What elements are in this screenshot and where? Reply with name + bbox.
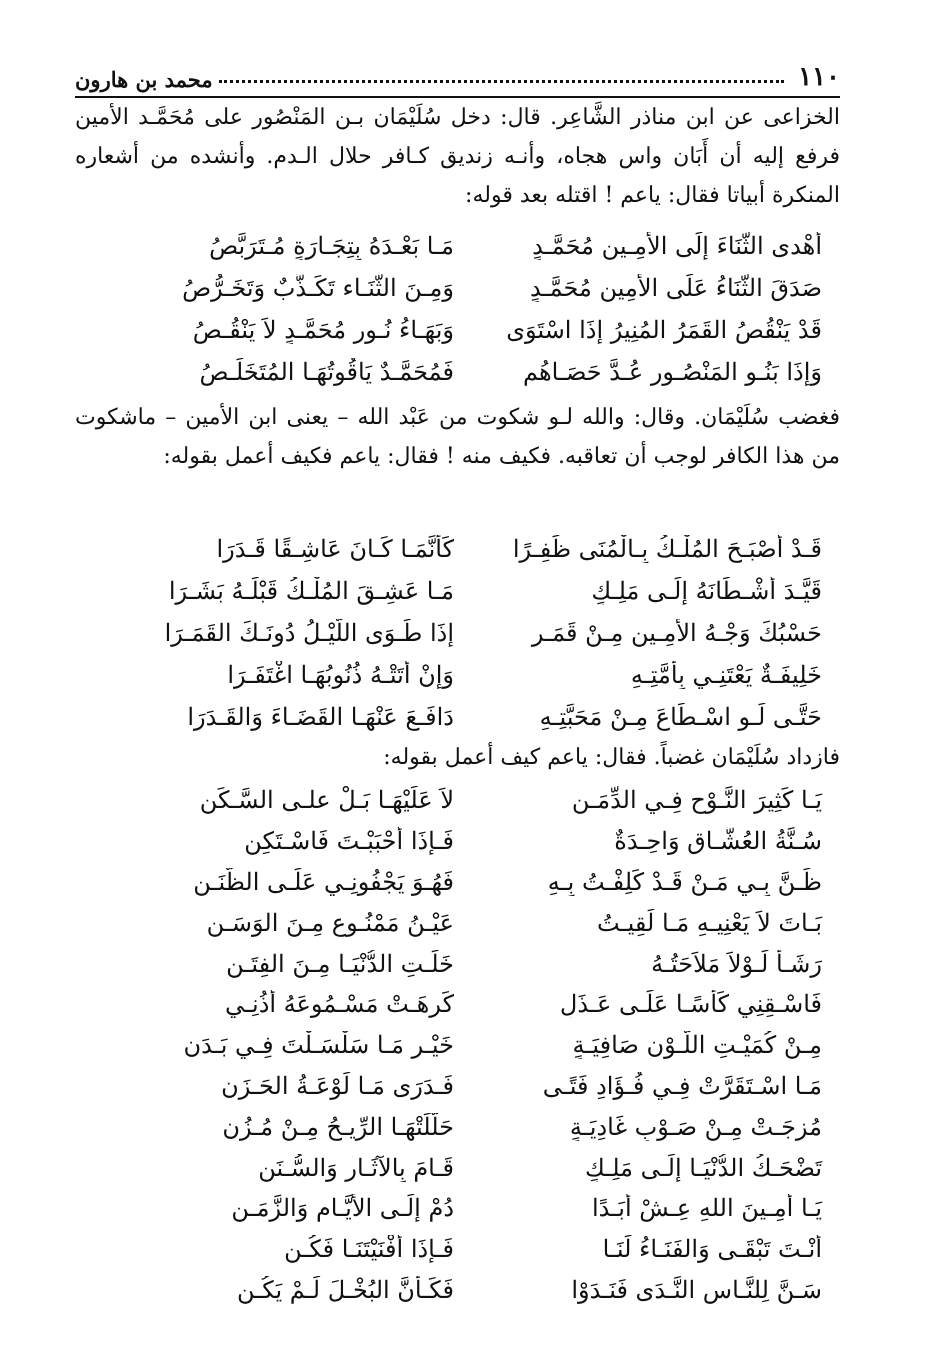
poem-1: [75, 225, 840, 393]
hemistich-first: قَدْ يَنْقُصُ القَمَرُ المُنِيرُ إِذَا اسْتَوَى: [506, 316, 822, 344]
hemistich-first: حَسْبُكَ وَجْـهُ الأَمِـينِ مِـنْ قَمَـرٍ: [531, 619, 822, 647]
hemistich-second: خَيْـرِ مَـا سَلْسَـلْتَ فِـي بَـدَنِ: [183, 1031, 454, 1060]
verse-line: [75, 984, 840, 1025]
verse-line: [75, 780, 840, 821]
hemistich-first: مُزِجَـتْ مِـنْ صَـوْبِ غَادِيَـةٍ: [569, 1112, 822, 1141]
hemistich-first: قَيَّـدَ أَشْـطَانَهُ إِلَـى مَلِـكٍ: [591, 577, 822, 605]
verse-line: [75, 570, 840, 612]
hemistich-second: وَبَهَـاءُ نُـورِ مُحَمَّـدٍ لاَ يَنْقُـصُ: [192, 316, 454, 344]
prose-paragraph: فازداد سُلَيْمَان غضباً. فقال: ياعم كيف أعمل بقوله:: [383, 745, 840, 770]
hemistich-second: فَكَـأَنَّ البُخْـلَ لَـمْ يَكُـنِ: [236, 1275, 454, 1304]
hemistich-first: قَـدْ أَصْبَـحَ المُلْـكُ بِـالْمُنَى ظَفِـرًا: [512, 535, 822, 563]
hemistich-second: لاَ عَلَيْهَـا بَـلْ علـى السَّـكَنِ: [199, 786, 454, 815]
hemistich-first: صَدَقَ الثَّنَاءُ عَلَى الأَمِينِ مُحَمَّـدٍ: [529, 274, 822, 302]
page-header: [75, 58, 840, 98]
hemistich-first: يَـا كَثِيرَ النَّـوْحِ فِـي الدِّمَـنِ: [571, 786, 822, 815]
verse-line: [75, 654, 840, 696]
hemistich-first: سُـنَّةُ العُشَّـاقِ وَاحِـدَةٌ: [614, 827, 822, 856]
verse-line: [75, 528, 840, 570]
hemistich-first: أُهْدى الثَّنَاءَ إِلَى الأَمِـينِ مُحَمَّـدٍ: [532, 232, 822, 260]
hemistich-second: فَـإِذَا أَفْنَيْتَنَـا فَكُـنِ: [284, 1235, 454, 1264]
verse-line: [75, 1147, 840, 1188]
poem-3: [75, 780, 840, 1310]
hemistich-first: بَـاتَ لاَ يَعْنِيـهِ مَـا لَقِيـتُ: [597, 908, 822, 937]
hemistich-second: مَـا عَشِـقَ المُلْـكُ قَبْلَـهُ بَشَـرَا: [168, 577, 454, 605]
hemistich-first: فَاسْـقِنِي كَأْسًـا عَلَـى عَـذَلٍ: [559, 990, 822, 1019]
running-title: محمد بن هارون: [75, 67, 213, 92]
hemistich-second: دُمْ إِلَـى الأَيَّـامِ وَالزَّمَـنِ: [231, 1194, 454, 1223]
hemistich-second: دَافَـعَ عَنْهَـا القَضَـاءَ وَالقَـدَرَا: [187, 703, 454, 731]
verse-line: [75, 862, 840, 903]
hemistich-first: مَـا اسْـتَقَرَّتْ فِـي فُـؤَادِ فَتًـى: [542, 1071, 822, 1100]
page-number: ١١٠: [798, 62, 840, 92]
hemistich-first: ظَـنَّ بِـي مَـنْ قَـدْ كَلِفْـتُ بِـهِ: [547, 867, 822, 896]
hemistich-second: مَـا بَعْـدَهُ بِتِجَـارَةٍ مُـتَرَبَّصُ: [209, 232, 454, 260]
hemistich-second: فَمُحَمَّـدٌ يَاقُوتُهَـا المُتَخَلِّـصُ: [199, 358, 454, 386]
verse-line: [75, 902, 840, 943]
verse-line: [75, 309, 840, 351]
hemistich-second: كَأَنَّمَـا كَـانَ عَاشِـقًا قَـدَرَا: [216, 535, 454, 563]
poem-2: [75, 528, 840, 738]
verse-line: [75, 1066, 840, 1107]
hemistich-first: خَلِيفَـةٌ يَعْتَنِـي بِأُمَّتِـهِ: [630, 661, 822, 689]
verse-line: [75, 943, 840, 984]
hemistich-second: إِذَا طَـوَى اللَّيْـلُ دُونَـكَ القَمَـرَا: [164, 619, 454, 647]
hemistich-first: مِـنْ كُمَيْـتِ اللَّـوْنِ صَافِيَـةٍ: [572, 1031, 822, 1060]
hemistich-first: أَنْـتَ تَبْقَـى وَالفَنَـاءُ لَنَـا: [602, 1235, 822, 1264]
hemistich-first: تَضْحَـكُ الدُّنْيَـا إِلَـى مَلِـكٍ: [584, 1153, 822, 1182]
verse-line: [75, 1106, 840, 1147]
verse-line: [75, 267, 840, 309]
verse-line: [75, 821, 840, 862]
hemistich-second: فَـإِذَا أَحْبَبْـتَ فَاسْـتَكِنِ: [244, 827, 454, 856]
hemistich-first: وَإِذَا بَنُـو المَنْصُـورِ عُـدَّ حَصَـاهُم: [523, 358, 822, 386]
verse-line: [75, 225, 840, 267]
hemistich-second: حَلَّلَتْهَـا الرِّيـحُ مِـنْ مُـزُنِ: [222, 1112, 454, 1141]
dotted-leader: [219, 79, 784, 83]
hemistich-second: خَلَـتِ الدُّنْيَـا مِـنَ الفِتَـنِ: [226, 949, 454, 978]
verse-line: [75, 696, 840, 738]
verse-line: [75, 351, 840, 393]
hemistich-second: عَيْـنُ مَمْنُـوعٍ مِـنَ الوَسَـنِ: [206, 908, 454, 937]
hemistich-second: وَإِنْ أَتَتْـهُ ذُنُوبُهَـا اغْتَفَـرَا: [227, 661, 454, 689]
hemistich-second: فَهُـوَ يَجْفُونِـي عَلَـى الظَّنَـنِ: [193, 867, 454, 896]
hemistich-first: حَتَّـى لَـو اسْـطَاعَ مِـنْ مَحَبَّتِـهِ: [539, 703, 822, 731]
hemistich-first: رَشَـأٌ لَـوْلاَ مَلاَحَتُـهُ: [651, 949, 822, 978]
hemistich-first: سَـنَّ لِلنَّـاسِ النَّـدَى فَنَـدَوْا: [571, 1275, 822, 1304]
verse-line: [75, 1025, 840, 1066]
hemistich-second: قَـامَ بِالآثَـارِ وَالسُّـنَنِ: [258, 1153, 454, 1182]
hemistich-second: وَمِـنَ الثَّنَـاء تَكَـذُّبٌ وَتَخَـرُّصُ: [182, 274, 454, 302]
hemistich-first: يَـا أَمِـينَ اللهِ عِـشْ أَبَـدًا: [592, 1194, 822, 1223]
verse-line: [75, 1229, 840, 1270]
verse-line: [75, 1270, 840, 1311]
prose-paragraph: الخزاعى عن ابن مناذر الشَّاعِر. قال: دخل سُلَيْمَان بـن المَنْصُور على مُحَمَّـد الأمين فرفع إليه أن أَبَان واس هجاه، وأنـه زنديق كـافر حلال الـدم. وأنشده من أشعاره المنكرة أبياتا فقال: ياعم ! اقتله بعد قوله:: [75, 105, 840, 208]
verse-line: [75, 612, 840, 654]
prose-paragraph: فغضب سُلَيْمَان. وقال: والله لـو شكوت من عَبْد الله – يعنى ابن الأمين – ماشكوت من هذا الكافر لوجب أن تعاقبه. فكيف منه ! فقال: ياعم فكيف أعمل بقوله:: [75, 405, 840, 469]
verse-line: [75, 1188, 840, 1229]
hemistich-second: فَـدَرَى مَـا لَوْعَـةُ الحَـزَنِ: [221, 1071, 454, 1100]
hemistich-second: كَرِهَـتْ مَسْـمُوعَهُ أُذُنِـي: [224, 990, 454, 1019]
